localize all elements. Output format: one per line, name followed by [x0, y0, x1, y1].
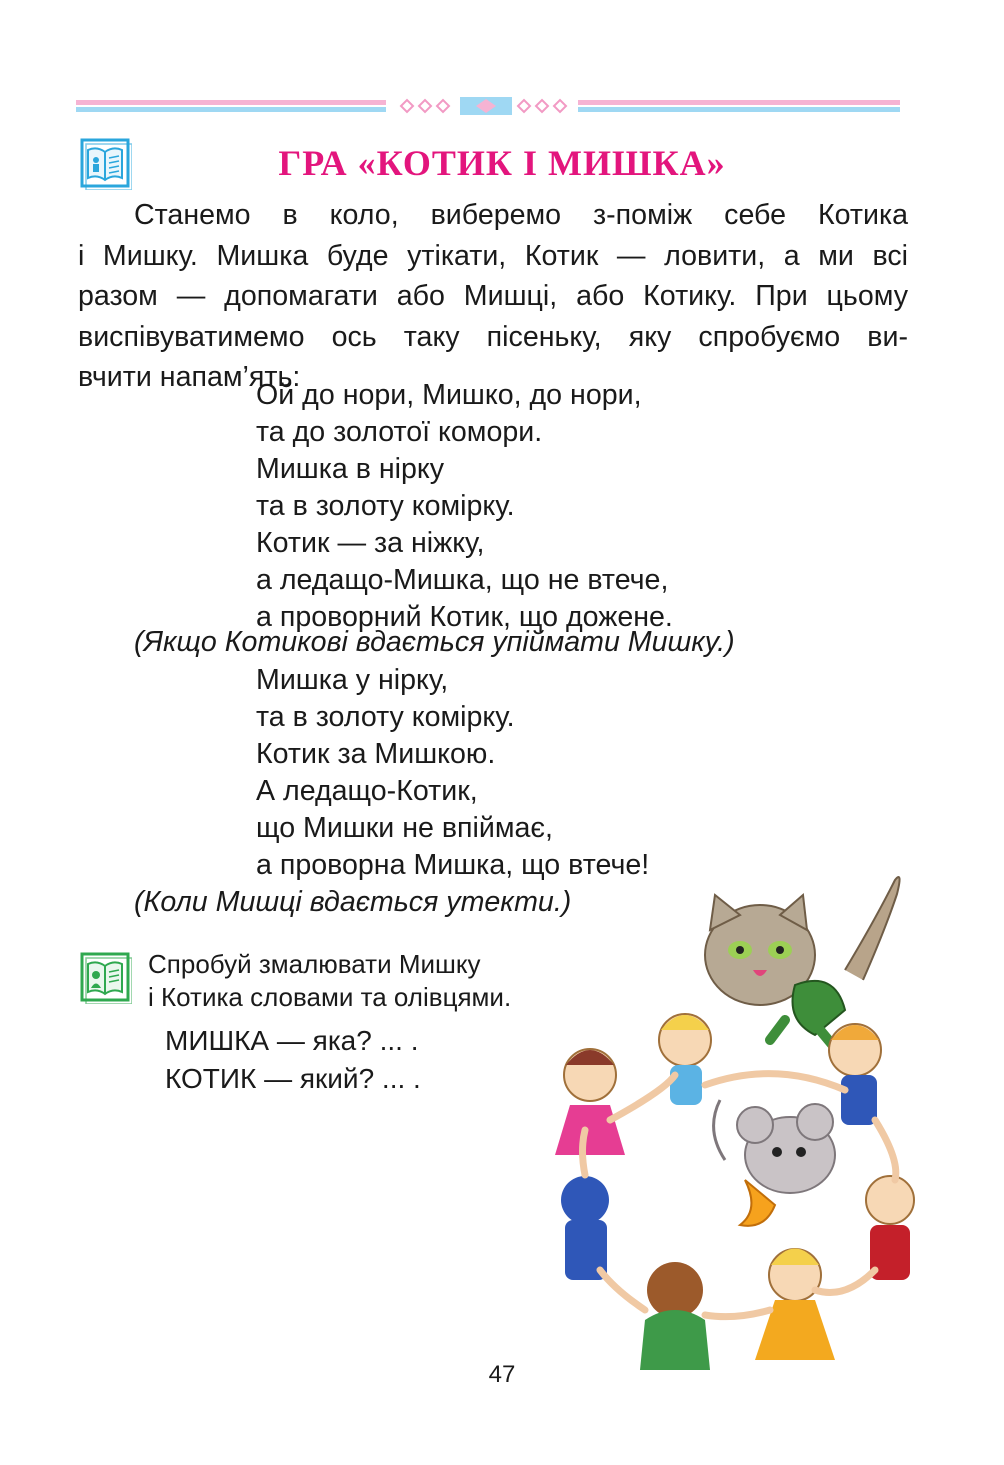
intro-paragraph	[78, 195, 908, 398]
answer-lines	[165, 1022, 421, 1098]
children-ring-illustration	[545, 860, 955, 1390]
poem-line: та до золотої комори.	[256, 416, 543, 448]
poem-line: Мишка у нірку,	[256, 664, 449, 696]
book-drawing-icon	[78, 950, 132, 1004]
page-title: ГРА «КОТИК І МИШКА»	[278, 143, 726, 183]
page-number: 47	[488, 1361, 516, 1388]
intro-line: виспівуватимемо ось таку пісеньку, яку спробуємо ви-	[78, 320, 908, 353]
poem-line: Мишка в нірку	[256, 453, 445, 485]
poem-line: Котик — за ніжку,	[256, 527, 485, 559]
stage-note-2: (Коли Мишці вдається утекти.)	[134, 886, 572, 918]
cat-answer-line: КОТИК — який? ... .	[165, 1063, 421, 1094]
poem-line: що Мишки не впіймає,	[256, 812, 553, 844]
children-ring	[555, 1014, 914, 1370]
poem-stanza-2	[256, 662, 649, 884]
intro-line: вчити напам’ять:	[78, 361, 301, 393]
mouse-figure	[714, 1100, 835, 1226]
mouse-answer-line: МИШКА — яка? ... .	[165, 1025, 419, 1056]
poem-line: а проворний Котик, що дожене.	[256, 601, 673, 633]
poem-line: та в золоту комірку.	[256, 701, 515, 733]
task-line: Спробуй змалювати Мишку	[148, 949, 481, 979]
poem-line: а ледащо-Мишка, що не втече,	[256, 564, 669, 596]
intro-line: Станемо в коло, виберемо з-поміж себе Котика	[134, 199, 908, 231]
task-text	[148, 948, 511, 1014]
stage-note-1: (Якщо Котикові вдається упіймати Мишку.)	[134, 626, 735, 658]
poem-line: Ой до нори, Мишко, до нори,	[256, 379, 642, 411]
poem-line: А ледащо-Котик,	[256, 775, 478, 807]
poem-stanza-1	[256, 377, 673, 636]
header-ornament	[76, 96, 900, 116]
task-line: і Котика словами та олівцями.	[148, 982, 512, 1012]
intro-line: і Мишку. Мишка буде утікати, Котик — ловити, а ми всі	[78, 239, 908, 272]
poem-line: та в золоту комірку.	[256, 490, 515, 522]
poem-line: Котик за Мишкою.	[256, 738, 496, 770]
poem-line: а проворна Мишка, що втече!	[256, 849, 650, 881]
intro-line: разом — допомагати або Мишці, або Котику. При цьому	[78, 280, 908, 312]
